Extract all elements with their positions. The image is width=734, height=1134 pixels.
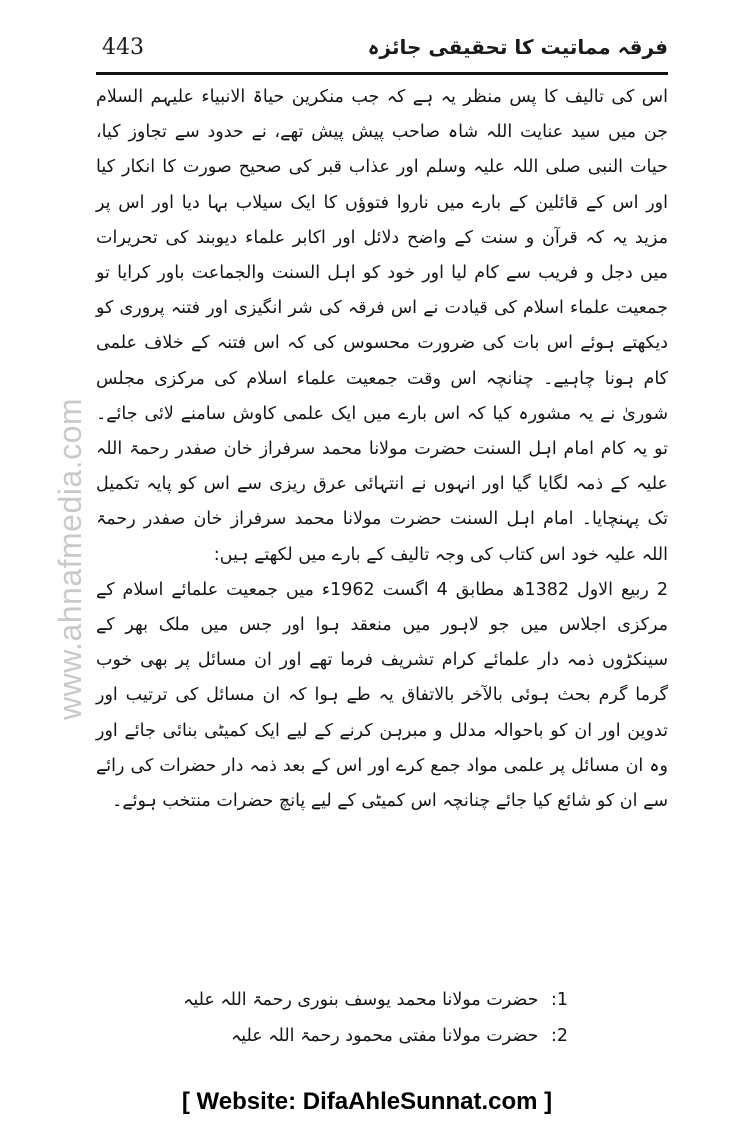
list-item-text: حضرت مولانا مفتی محمود رحمۃ اللہ علیہ [230, 1026, 539, 1046]
body-text [96, 80, 668, 819]
page-number: 443 [102, 35, 144, 60]
list-item-number: 1: [550, 990, 568, 1010]
committee-list [96, 982, 668, 1054]
page-header [96, 32, 668, 72]
list-item [96, 1018, 668, 1054]
website-footer: [ Website: DifaAhleSunnat.com ] [181, 1088, 553, 1115]
watermark: www.ahnafmedia.com [52, 397, 88, 720]
list-item-number: 2: [550, 1026, 568, 1046]
running-title: فرقہ مماتیت کا تحقیقی جائزہ [367, 35, 668, 59]
header-rule [96, 72, 668, 75]
paragraph-quote: 2 ربیع الاول 1382ھ مطابق 4 اگست 1962ء میں جمعیت علمائے اسلام کے مرکزی اجلاس میں جو لاہور میں منعقد ہوا اور جس میں ملک بھر کے سینکڑوں ذمہ دار علمائے کرام تشریف فرما تھے اور ان مسائل پر بھی خوب گرما گرم بحث ہوئی بالآخر بالاتفاق یہ طے ہوا کہ ان مسائل کی ترتیب اور تدوین اور ان کو باحوالہ مدلل و مبرہن کرنے کے لیے ایک کمیٹی بنائی جائے اور وہ ان مسائل پر علمی مواد جمع کرے اور اس کے بعد ذمہ دار حضرات کی رائے سے ان کو شائع کیا جائے چنانچہ اس کمیٹی کے لیے پانچ حضرات منتخب ہوئے۔ [96, 579, 668, 812]
list-item [96, 982, 668, 1018]
list-item-text: حضرت مولانا محمد یوسف بنوری رحمۃ اللہ علیہ [183, 990, 539, 1010]
paragraph-intro: اس کی تالیف کا پس منظر یہ ہے کہ جب منکرین حیاۃ الانبیاء علیہم السلام جن میں سید عنایت اللہ شاہ صاحب پیش پیش تھے، نے حدود سے تجاوز کیا، حیات النبی صلی اللہ علیہ وسلم اور عذاب قبر کی صحیح صورت کا انکار کیا اور اس کے قائلین کے بارے میں ناروا فتوؤں کا ایک سیلاب بہا دیا اور اس پر مزید یہ کہ قرآن و سنت کے واضح دلائل اور اکابر علماء دیوبند کی تحریرات میں دجل و فریب سے کام لیا اور خود کو اہل السنت والجماعت باور کرایا تو جمعیت علماء اسلام کی قیادت نے اس فرقہ کی شر انگیزی اور فتنہ پروری کو دیکھتے ہوئے اس بات کی ضرورت محسوس کی کہ اس فتنہ کے خلاف علمی کام ہونا چاہیے۔ چنانچہ اس وقت جمعیت علماء اسلام کی مرکزی مجلس شوریٰ نے یہ مشورہ کیا کہ اس بارے میں ایک علمی کاوش سامنے لائی جائے۔ تو یہ کام امام اہل السنت حضرت مولانا محمد سرفراز خان صفدر رحمۃ اللہ علیہ کے ذمہ لگایا گیا اور انہوں نے انتہائی عرق ریزی سے اس کو پایہ تکمیل تک پہنچایا۔ امام اہل السنت حضرت مولانا محمد سرفراز خان صفدر رحمۃ اللہ علیہ خود اس کتاب کی وجہ تالیف کے بارے میں لکھتے ہیں: [96, 87, 668, 565]
